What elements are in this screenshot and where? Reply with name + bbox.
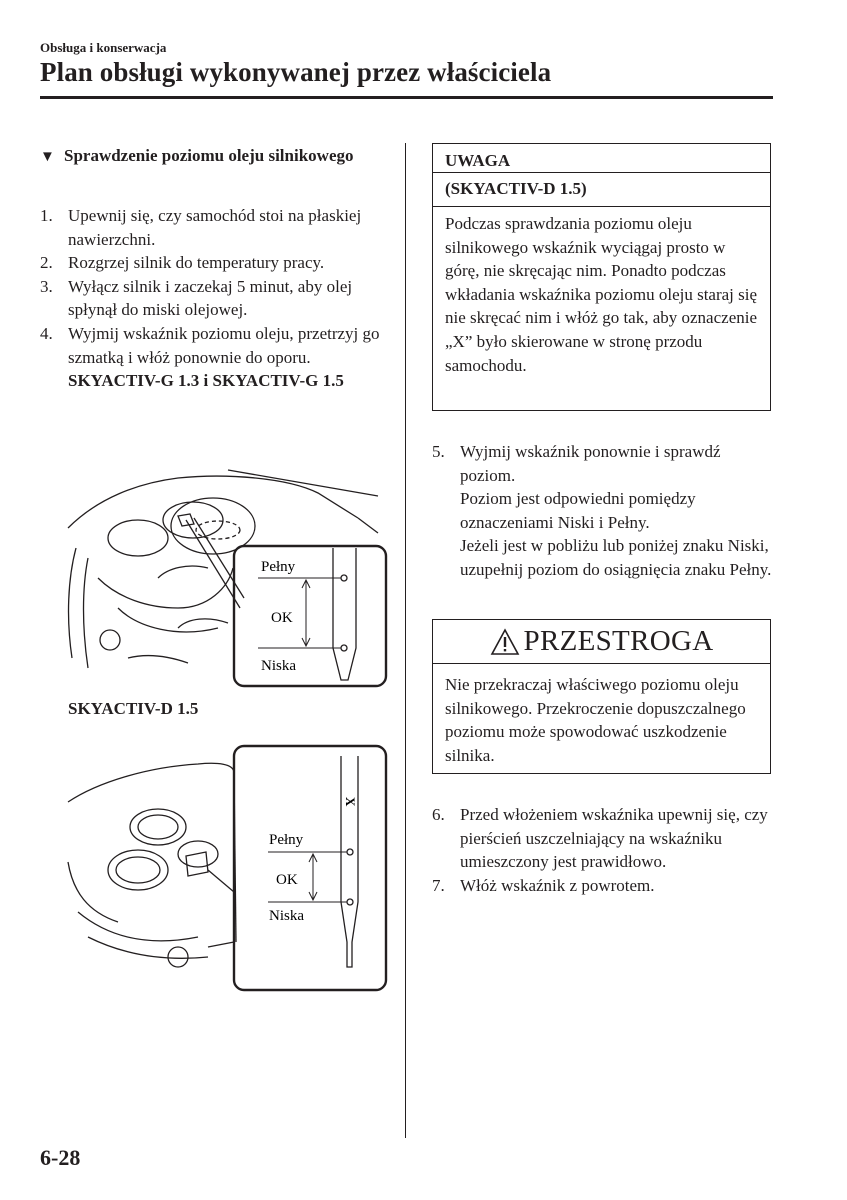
- step-5: [432, 440, 777, 582]
- section-label: Obsługa i konserwacja: [40, 40, 167, 55]
- warning-triangle-icon: [490, 628, 520, 656]
- engine-figure-1: [58, 458, 388, 693]
- caution-body: Nie przekraczaj właściwego poziomu oleju silnikowego. Przekroczenie dopuszczalnego poziomu może spowodować uszkodzenie silnika.: [445, 675, 746, 765]
- step-text: Przed włożeniem wskaźnika upewnij się, czy pierścień uszczelniający na wskaźniku umieszczony jest prawidłowo.: [460, 805, 768, 872]
- subheading: [40, 144, 370, 168]
- step-item: [432, 803, 777, 874]
- engine-figure-2: [58, 742, 388, 992]
- steps-list: [40, 204, 380, 393]
- step-number: 6.: [432, 805, 445, 824]
- step-item: [432, 440, 777, 582]
- step-item: [40, 204, 380, 251]
- step-item: [40, 322, 380, 393]
- figure2-caption: SKYACTIV-D 1.5: [68, 699, 199, 718]
- label-full: Pełny: [261, 559, 296, 575]
- steps-list-end: [432, 803, 777, 897]
- step-number: 1.: [40, 206, 53, 225]
- column-divider: [405, 143, 406, 1138]
- caution-box: [432, 619, 771, 774]
- label-low: Niska: [269, 908, 304, 924]
- triangle-bullet-icon: ▼: [40, 149, 55, 165]
- step-text: Poziom jest odpowiedni pomiędzy oznaczeniami Niski i Pełny.: [460, 489, 696, 532]
- page-number: 6-28: [40, 1145, 81, 1170]
- step-number: 7.: [432, 875, 445, 895]
- title-rule: [40, 96, 773, 99]
- figure1-caption: SKYACTIV-G 1.3 i SKYACTIV-G 1.5: [68, 371, 344, 391]
- notice-title: UWAGA: [433, 144, 770, 173]
- step-text: Włóż wskaźnik z powrotem.: [460, 875, 655, 895]
- step-item: [40, 251, 380, 275]
- step-text: Wyjmij wskaźnik ponownie i sprawdź poziom.: [460, 442, 721, 485]
- step-text: Wyłącz silnik i zaczekaj 5 minut, aby olej spłynął do miski olejowej.: [68, 276, 353, 320]
- step-text: Jeżeli jest w pobliżu lub poniżej znaku Niski, uzupełnij poziom do osiągnięcia znaku Pełny.: [460, 536, 772, 579]
- step-text: Rozgrzej silnik do temperatury pracy.: [68, 253, 325, 273]
- notice-box: [432, 143, 771, 411]
- label-low: Niska: [261, 658, 296, 674]
- caution-header: [433, 620, 770, 664]
- step-item: [40, 275, 380, 322]
- notice-subtitle: (SKYACTIV-D 1.5): [433, 173, 770, 207]
- notice-body: Podczas sprawdzania poziomu oleju silnikowego wskaźnik wyciągaj prosto w górę, nie skręcając nim. Ponadto podczas wkładania wskaźnika poziomu oleju staraj się nie skręcać nim i włóż go tak, aby oznaczenie „X” było skierowane w stronę przodu samochodu.: [445, 214, 758, 375]
- step-number: 5.: [432, 442, 445, 461]
- step-text: Upewnij się, czy samochód stoi na płaskiej nawierzchni.: [68, 206, 362, 249]
- page-title: Plan obsługi wykonywanej przez właściciela: [40, 57, 552, 87]
- label-ok: OK: [271, 610, 293, 626]
- label-x-mark: X: [343, 797, 358, 807]
- label-full: Pełny: [269, 832, 304, 848]
- step-text: Wyjmij wskaźnik poziomu oleju, przetrzyj go szmatką i włóż ponownie do oporu.: [68, 323, 380, 367]
- subheading-text: Sprawdzenie poziomu oleju silnikowego: [64, 146, 354, 165]
- caution-title: PRZESTROGA: [523, 625, 714, 657]
- label-ok: OK: [276, 872, 298, 888]
- step-number: 3.: [40, 276, 53, 296]
- step-number: 4.: [40, 323, 53, 343]
- step-item: [432, 874, 777, 898]
- step-number: 2.: [40, 253, 53, 273]
